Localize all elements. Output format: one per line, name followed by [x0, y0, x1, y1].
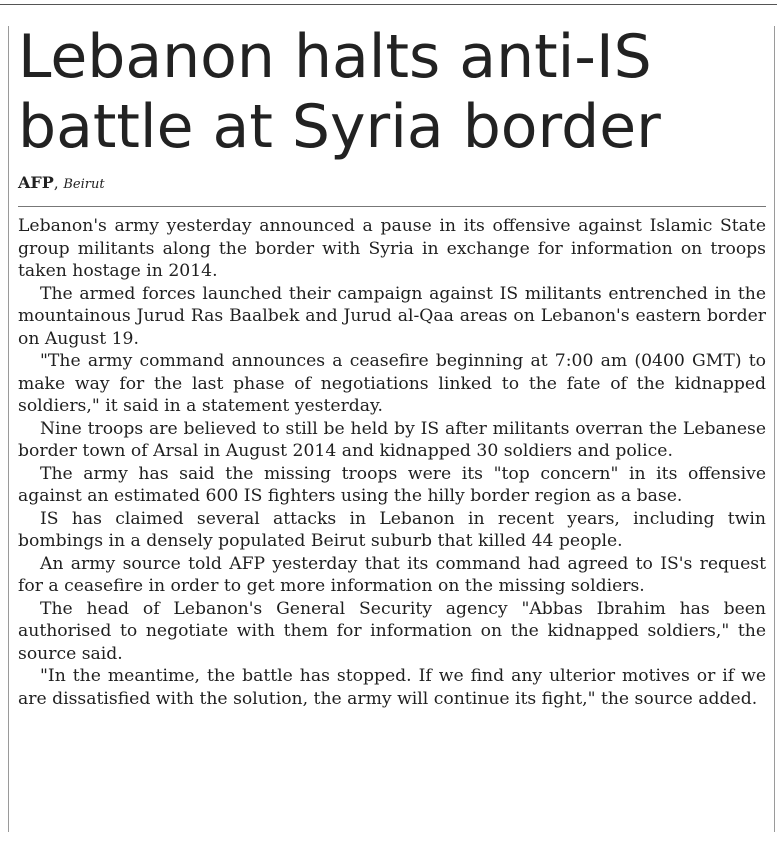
left-column-rule	[8, 26, 9, 832]
paragraph: Lebanon's army yesterday announced a pause in its offensive against Islamic State group militants along the border with Syria in exchange for information on troops taken hostage in 2014.	[18, 216, 766, 281]
news-article	[18, 22, 766, 710]
byline-agency: AFP	[18, 173, 54, 192]
headline	[18, 22, 766, 162]
headline-line-1: Lebanon halts anti-IS	[18, 22, 652, 92]
paragraph: IS has claimed several attacks in Lebanon in recent years, including twin bombings in a densely populated Beirut suburb that killed 44 people.	[18, 508, 766, 551]
paragraph: "In the meantime, the battle has stopped. If we find any ulterior motives or if we are dissatisfied with the solution, the army will continue its fight," the source added.	[18, 666, 766, 709]
right-column-rule	[774, 26, 775, 832]
paragraph: Nine troops are believed to still be held by IS after militants overran the Lebanese border town of Arsal in August 2014 and kidnapped 30 soldiers and police.	[18, 418, 766, 461]
byline-place: Beirut	[63, 177, 105, 192]
byline-separator: ,	[53, 174, 59, 192]
article-body	[18, 215, 766, 710]
paragraph: The army has said the missing troops were its "top concern" in its offensive against an estimated 600 IS fighters using the hilly border region as a base.	[18, 463, 766, 506]
paragraph: "The army command announces a ceasefire beginning at 7:00 am (0400 GMT) to make way for the last phase of negotiations linked to the fate of the kidnapped soldiers," it said in a statement yesterday.	[18, 351, 766, 416]
paragraph: The armed forces launched their campaign against IS militants entrenched in the mountainous Jurud Ras Baalbek and Jurud al-Qaa areas on Lebanon's eastern border on August 19.	[18, 283, 766, 349]
paragraph: The head of Lebanon's General Security agency "Abbas Ibrahim has been authorised to negotiate with them for information on the kidnapped soldiers," the source said.	[18, 598, 766, 664]
byline	[18, 174, 766, 194]
top-border-rule	[0, 4, 777, 5]
byline-divider	[18, 206, 766, 207]
paragraph: An army source told AFP yesterday that its command had agreed to IS's request for a ceasefire in order to get more information on the missing soldiers.	[18, 553, 766, 596]
headline-line-2: battle at Syria border	[18, 92, 661, 162]
